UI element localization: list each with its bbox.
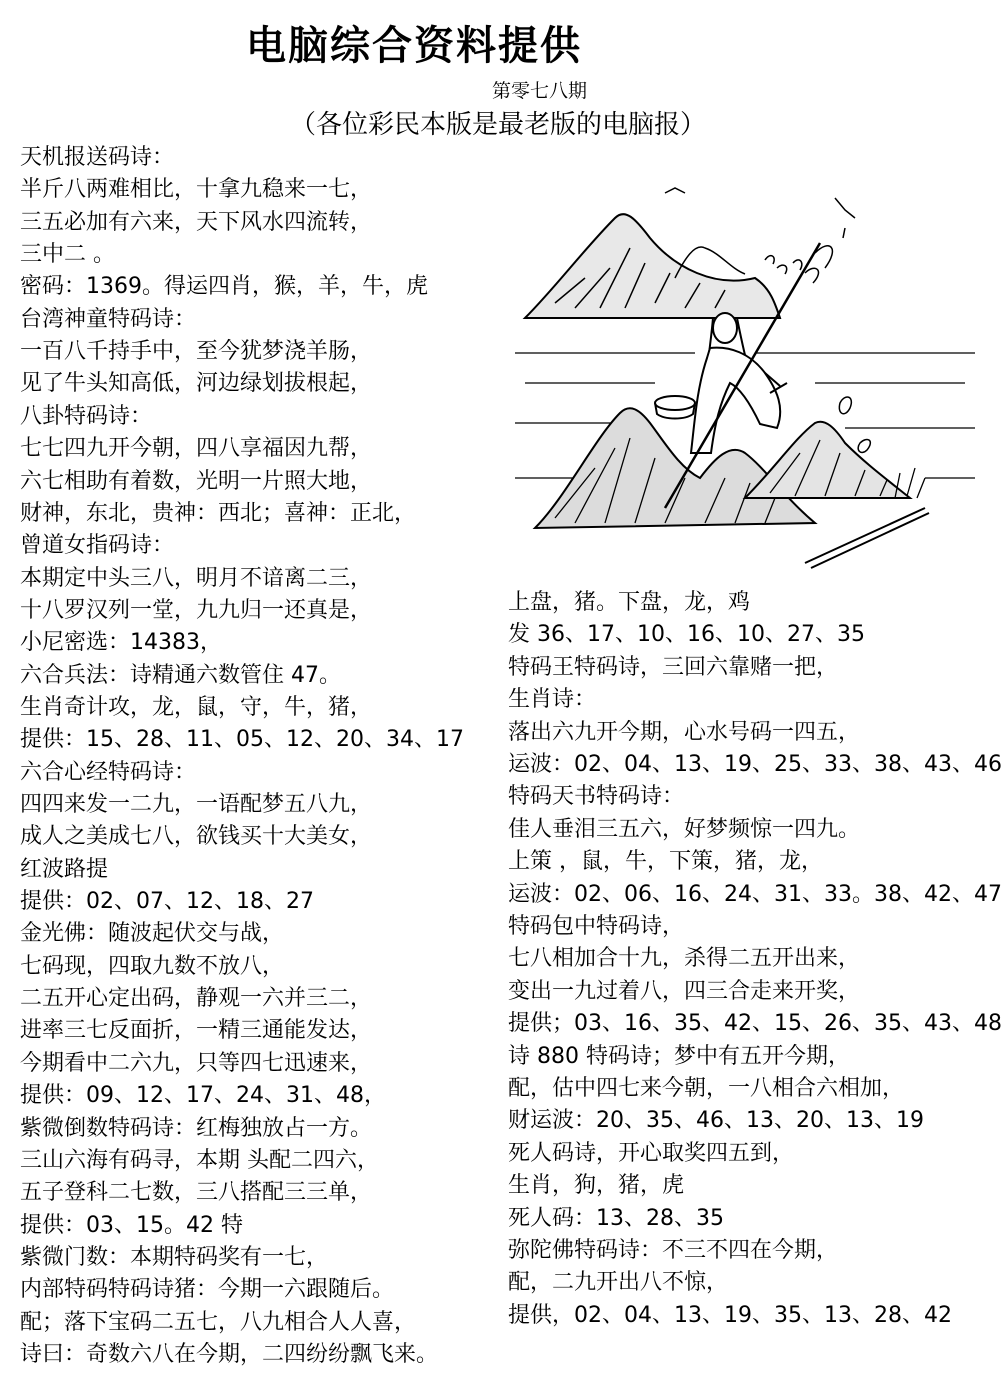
right-line: 死人码诗，开心取奖四五到， bbox=[508, 1140, 795, 1166]
left-line: 提供：09、12、17、24、31、48， bbox=[20, 1083, 386, 1109]
left-line: 八卦特码诗： bbox=[20, 403, 153, 429]
right-line: 特码天书特码诗： bbox=[508, 784, 685, 810]
woman-farming-mountains-illustration bbox=[515, 178, 985, 578]
issue-number: 第零七八期 bbox=[492, 80, 588, 102]
right-line: 配，二九开出八不惊， bbox=[508, 1270, 729, 1296]
right-line: 提供，02、04、13、19、35、13、28、42 bbox=[508, 1302, 952, 1328]
left-line: 台湾神童特码诗： bbox=[20, 306, 197, 332]
left-line: 半斤八两难相比，十拿九稳来一七， bbox=[20, 177, 373, 203]
right-line: 特码包中特码诗， bbox=[508, 914, 685, 939]
left-line: 紫微门数：本期特码奖有一七， bbox=[20, 1244, 329, 1270]
left-line: 小尼密选：14383， bbox=[20, 630, 222, 656]
left-line: 三五必加有六来，天下风水四流转， bbox=[20, 209, 373, 235]
left-line: 二五开心定出码，静观一六并三二， bbox=[20, 986, 373, 1012]
right-line: 生肖，狗，猪，虎 bbox=[508, 1173, 685, 1199]
left-line: 曾道女指码诗： bbox=[20, 533, 175, 559]
right-line: 诗 880 特码诗；梦中有五开今期， bbox=[508, 1043, 850, 1069]
left-line: 诗曰：奇数六八在今期，二四纷纷飘飞来。 bbox=[20, 1341, 439, 1367]
left-line: 金光佛：随波起伏交与战， bbox=[20, 921, 285, 947]
left-line: 四四来发一二九，一语配梦五八九， bbox=[20, 792, 373, 817]
left-line: 三山六海有码寻，本期 头配二四六， bbox=[20, 1147, 379, 1173]
left-line: 三中二 。 bbox=[20, 242, 115, 268]
left-line: 内部特码特码诗猪：今期一六跟随后。 bbox=[20, 1277, 395, 1303]
right-line: 运波：02、04、13、19、25、33、38、43、46 bbox=[508, 752, 1002, 777]
left-line: 十八罗汉列一堂，九九归一还真是， bbox=[20, 597, 373, 623]
left-line: 配；落下宝码二五七，八九相合人人喜， bbox=[20, 1309, 417, 1335]
page-title: 电脑综合资料提供 bbox=[246, 23, 582, 69]
right-line: 财运波：20、35、46、13、20、13、19 bbox=[508, 1108, 924, 1134]
left-line: 七码现，四取九数不放八， bbox=[20, 953, 285, 979]
right-line: 弥陀佛特码诗：不三不四在今期， bbox=[508, 1238, 839, 1263]
left-line: 本期定中头三八，明月不谙离二三， bbox=[20, 565, 373, 591]
right-line: 上策 ，鼠，牛，下策，猪，龙， bbox=[508, 849, 823, 875]
left-line: 红波路提 bbox=[20, 856, 109, 882]
right-line: 上盘，猪。下盘，龙，鸡 bbox=[508, 590, 751, 615]
left-line: 生肖奇计攻，龙，鼠，守，牛，猪， bbox=[20, 694, 373, 720]
right-line: 特码王特码诗，三回六靠赌一把， bbox=[508, 654, 839, 680]
left-line: 六合心经特码诗： bbox=[20, 759, 197, 785]
right-line: 七八相加合十九，杀得二五开出来， bbox=[508, 946, 861, 972]
right-line: 佳人垂泪三五六，好梦频惊一四九。 bbox=[508, 816, 861, 842]
right-line: 落出六九开今期，心水号码一四五， bbox=[508, 719, 861, 745]
page-subtitle: （各位彩民本版是最老版的电脑报） bbox=[290, 110, 707, 140]
right-line: 运波：02、06、16、24、31、33。38、42、47 bbox=[508, 881, 1002, 907]
left-line: 提供：02、07、12、18、27 bbox=[20, 889, 314, 915]
left-line: 提供：03、15。42 特 bbox=[20, 1212, 243, 1238]
left-line: 六七相助有着数，光明一片照大地， bbox=[20, 468, 373, 494]
left-line: 紫微倒数特码诗：红梅独放占一方。 bbox=[20, 1115, 373, 1141]
left-line: 见了牛头知高低，河边绿划拔根起， bbox=[20, 371, 373, 397]
right-line: 死人码：13、28、35 bbox=[508, 1205, 724, 1231]
left-line: 一百八千持手中，至今犹梦浇羊肠， bbox=[20, 339, 373, 365]
left-line: 七七四九开今朝，四八享福因九帮， bbox=[20, 436, 373, 462]
left-line: 六合兵法：诗精通六数管住 47。 bbox=[20, 662, 341, 688]
left-line: 五子登科二七数，三八搭配三三单， bbox=[20, 1180, 373, 1206]
right-line: 提供；03、16、35、42、15、26、35、43、48 bbox=[508, 1011, 1002, 1037]
left-line: 成人之美成七八，欲钱买十大美女， bbox=[20, 824, 373, 850]
right-line: 发 36、17、10、16、10、27、35 bbox=[508, 622, 865, 648]
left-line: 提供：15、28、11、05、12、20、34、17 bbox=[20, 727, 464, 753]
left-line: 今期看中二六九，只等四七迅速来， bbox=[20, 1050, 373, 1076]
right-line: 变出一九过着八，四三合走来开奖， bbox=[508, 978, 861, 1004]
right-line: 配，估中四七来今朝，一八相合六相加， bbox=[508, 1076, 905, 1101]
right-line: 生肖诗： bbox=[508, 687, 597, 713]
left-line: 进率三七反面折，一精三通能发达， bbox=[20, 1018, 373, 1044]
left-line: 密码：1369。得运四肖，猴，羊，牛，虎 bbox=[20, 274, 428, 300]
left-line: 财神，东北，贵神：西北；喜神：正北， bbox=[20, 500, 417, 526]
left-line: 天机报送码诗： bbox=[20, 145, 175, 170]
